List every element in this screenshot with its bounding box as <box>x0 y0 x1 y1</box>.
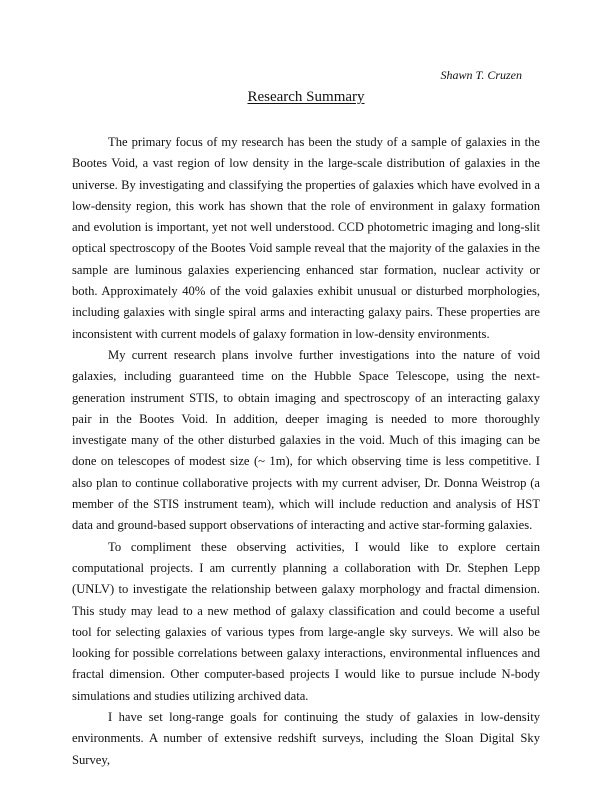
paragraph-4: I have set long-range goals for continuing the study of galaxies in low-density environments. A number of extensive redshift surveys, including the Sloan Digital Sky Survey, <box>72 710 540 767</box>
paragraph-2: My current research plans involve further investigations into the nature of void galaxies, including guaranteed time on the Hubble Space Telescope, using the next-generation instrument STIS, to obtain imaging and spectroscopy of an interacting galaxy pair in the Bootes Void. In addition, deeper imaging is needed to more thoroughly investigate many of the other disturbed galaxies in the void. Much of this imaging can be done on telescopes of modest size (~ 1m), for which observing time is less competitive. I also plan to continue collaborative projects with my current adviser, Dr. Donna Weistrop (a member of the STIS instrument team), which will include reduction and analysis of HST data and ground-based support observations of interacting and active star-forming galaxies. <box>72 347 540 533</box>
paragraph-3: To compliment these observing activities, I would like to explore certain computational projects. I am currently planning a collaboration with Dr. Stephen Lepp (UNLV) to investigate the relationship between galaxy morphology and fractal dimension. This study may lead to a new method of galaxy classification and could become a useful tool for selecting galaxies of various types from large-angle sky surveys. We will also be looking for possible correlations between galaxy interactions, environmental influences and fractal dimension. Other computer-based projects I would like to pursue include N-body simulations and studies utilizing archived data. <box>72 539 540 703</box>
author-name: Shawn T. Cruzen <box>440 68 522 82</box>
document-body <box>72 132 540 771</box>
page-title: Research Summary <box>247 89 365 105</box>
paragraph-1: The primary focus of my research has been the study of a sample of galaxies in the Bootes Void, a vast region of low density in the large-scale distribution of galaxies in the universe. By investigating and classifying the properties of galaxies which have evolved in a low-density region, this work has shown that the role of environment in galaxy formation and evolution is important, yet not well understood. CCD photometric imaging and long-slit optical spectroscopy of the Bootes Void sample reveal that the majority of the galaxies in the sample are luminous galaxies experiencing enhanced star formation, nuclear activity or both. Approximately 40% of the void galaxies exhibit unusual or disturbed morphologies, including galaxies with single spiral arms and interacting galaxy pairs. These properties are inconsistent with current models of galaxy formation in low-density environments. <box>72 135 540 341</box>
